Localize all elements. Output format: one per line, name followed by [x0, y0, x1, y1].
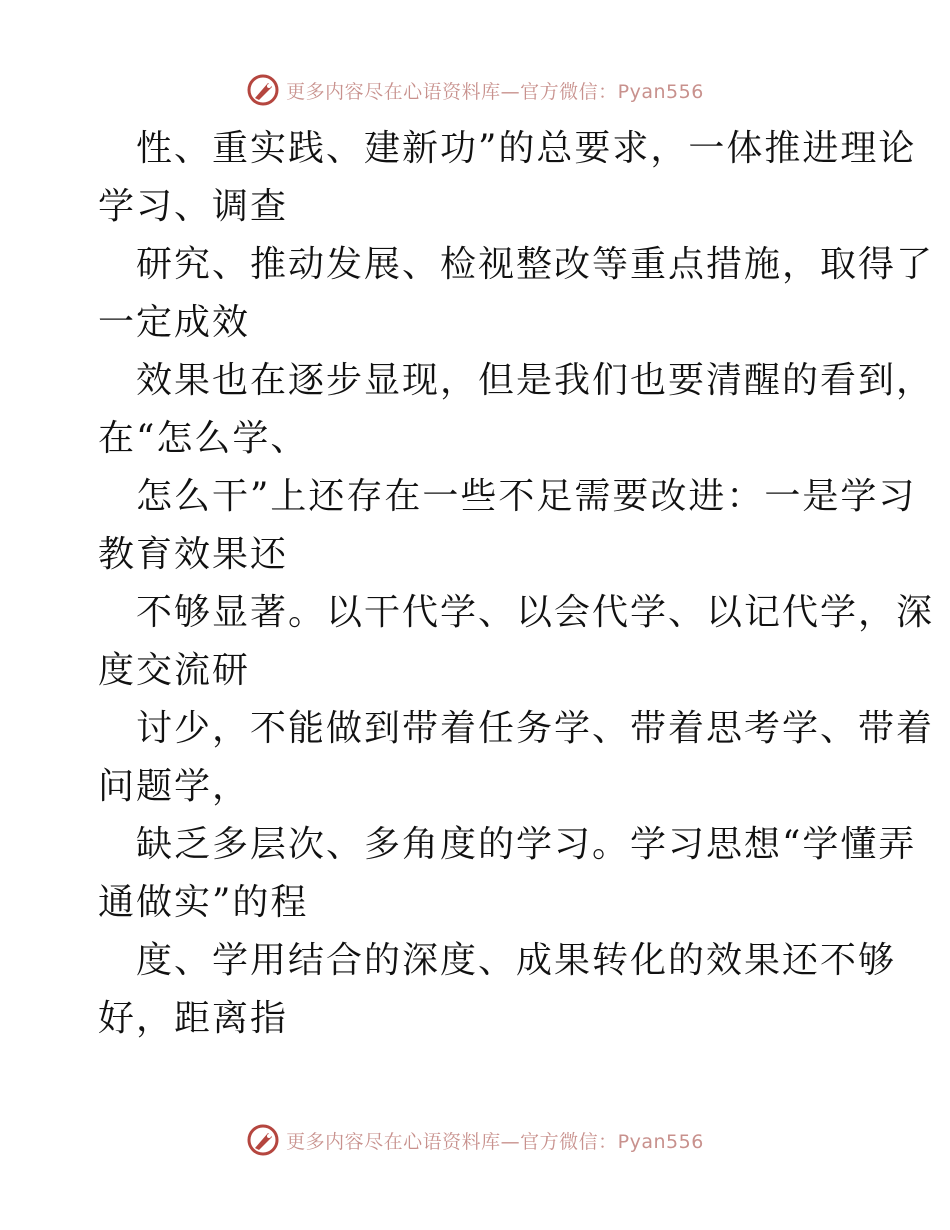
text-line: 通做实”的程 [98, 882, 309, 923]
pen-nib-logo-icon [246, 73, 280, 107]
text-line: 在“怎么学、 [98, 418, 309, 459]
text-line: 度、学用结合的深度、成果转化的效果还不够 [136, 940, 897, 981]
text-line: 缺乏多层次、多角度的学习。学习思想“学懂弄 [136, 824, 917, 865]
document-body [98, 120, 935, 1048]
footer-banner [0, 1120, 950, 1160]
text-line: 效果也在逐步显现，但是我们也要清醒的看到， [136, 360, 935, 401]
text-line: 性、重实践、建新功”的总要求，一体推进理论 [136, 128, 917, 169]
text-line: 不够显著。以干代学、以会代学、以记代学，深 [136, 592, 935, 633]
header-banner-text: 更多内容尽在心语资料库—官方微信：Pyan556 [286, 80, 704, 103]
text-line: 好，距离指 [98, 998, 289, 1039]
text-line: 讨少，不能做到带着任务学、带着思考学、带着 [136, 708, 935, 749]
header-banner [0, 70, 950, 110]
text-line: 研究、推动发展、检视整改等重点措施，取得了 [136, 244, 935, 285]
text-line: 教育效果还 [98, 534, 289, 575]
text-line: 度交流研 [98, 650, 251, 691]
text-line: 一定成效 [98, 302, 251, 343]
text-line: 学习、调查 [98, 186, 289, 227]
pen-nib-logo-icon [246, 1123, 280, 1157]
text-line: 问题学， [98, 766, 251, 807]
footer-banner-text: 更多内容尽在心语资料库—官方微信：Pyan556 [286, 1130, 704, 1153]
text-line: 怎么干”上还存在一些不足需要改进：一是学习 [136, 476, 917, 517]
